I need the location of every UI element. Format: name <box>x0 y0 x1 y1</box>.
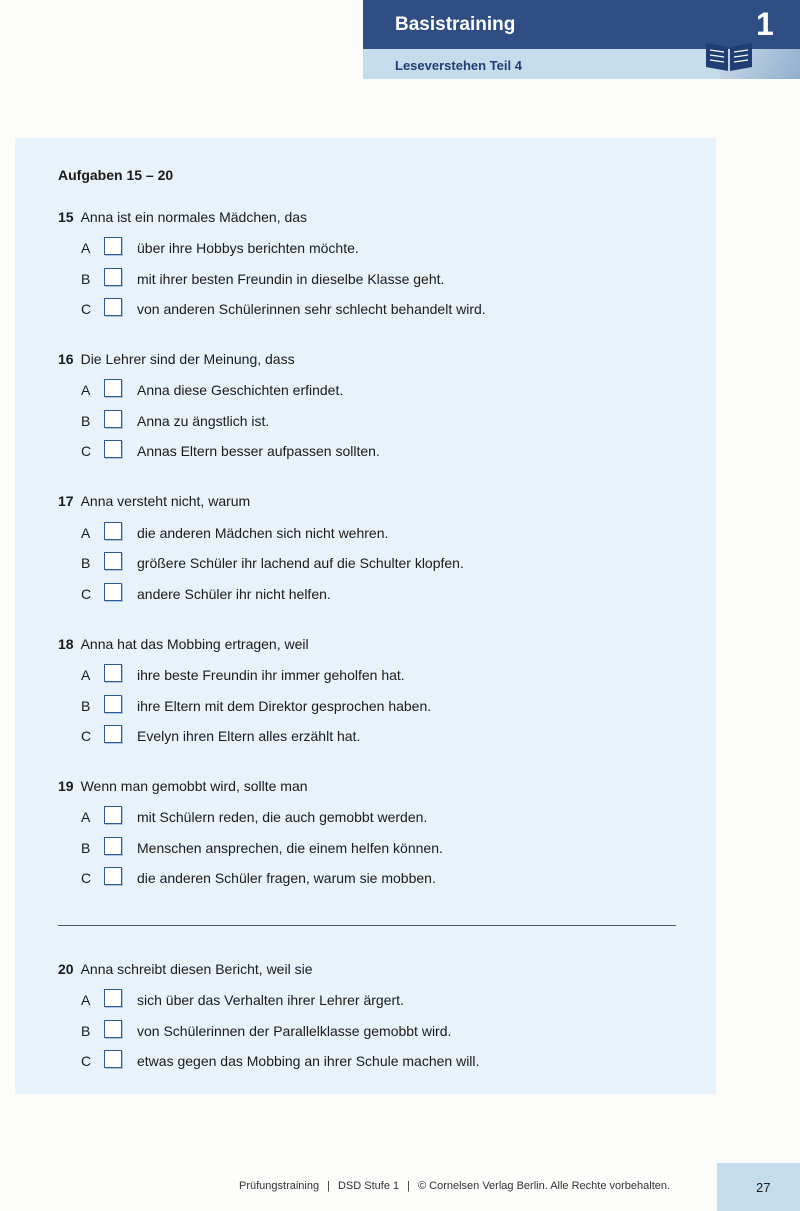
option-letter: C <box>81 301 92 317</box>
answer-checkbox[interactable] <box>104 268 122 286</box>
option-text: größere Schüler ihr lachend auf die Schulter klopfen. <box>137 555 464 571</box>
answer-checkbox[interactable] <box>104 552 122 570</box>
option-letter: C <box>81 443 92 459</box>
option-text: Anna zu ängstlich ist. <box>137 413 270 429</box>
footer-separator: | <box>407 1180 410 1192</box>
question-number: 19 <box>58 778 74 794</box>
question-19 <box>58 778 308 794</box>
option-letter: A <box>81 809 91 825</box>
question-number: 16 <box>58 351 74 367</box>
footer-separator: | <box>327 1180 330 1192</box>
answer-checkbox[interactable] <box>104 440 122 458</box>
answer-checkbox[interactable] <box>104 664 122 682</box>
answer-checkbox[interactable] <box>104 989 122 1007</box>
section-subtitle: Leseverstehen Teil 4 <box>395 58 522 73</box>
question-stem: Wenn man gemobbt wird, sollte man <box>80 778 308 794</box>
footer-series: Prüfungstraining <box>239 1180 320 1192</box>
option-text: Evelyn ihren Eltern alles erzählt hat. <box>137 728 361 744</box>
option-letter: A <box>81 992 91 1008</box>
answer-checkbox[interactable] <box>104 725 122 743</box>
option-text: über ihre Hobbys berichten möchte. <box>137 240 359 256</box>
question-stem: Anna versteht nicht, warum <box>80 493 251 509</box>
page-title: Basistraining <box>395 14 516 35</box>
option-letter: A <box>81 525 91 541</box>
option-text: von anderen Schülerinnen sehr schlecht behandelt wird. <box>137 301 486 317</box>
question-20 <box>58 961 312 977</box>
answer-checkbox[interactable] <box>104 237 122 255</box>
divider-line <box>58 925 676 926</box>
option-text: mit Schülern reden, die auch gemobbt werden. <box>137 809 428 825</box>
option-text: mit ihrer besten Freundin in dieselbe Klasse geht. <box>137 271 445 287</box>
answer-checkbox[interactable] <box>104 379 122 397</box>
option-text: Anna diese Geschichten erfindet. <box>137 382 344 398</box>
question-stem: Anna hat das Mobbing ertragen, weil <box>80 636 309 652</box>
answer-checkbox[interactable] <box>104 1020 122 1038</box>
chapter-number: 1 <box>756 6 774 42</box>
option-letter: B <box>81 271 91 287</box>
question-15 <box>58 209 307 225</box>
book-icon <box>702 35 756 75</box>
option-text: von Schülerinnen der Parallelklasse gemobbt wird. <box>137 1023 452 1039</box>
option-text: die anderen Mädchen sich nicht wehren. <box>137 525 389 541</box>
option-letter: B <box>81 555 91 571</box>
option-letter: A <box>81 667 91 683</box>
question-stem: Anna schreibt diesen Bericht, weil sie <box>80 961 313 977</box>
question-stem: Anna ist ein normales Mädchen, das <box>80 209 308 225</box>
option-letter: C <box>81 728 92 744</box>
answer-checkbox[interactable] <box>104 522 122 540</box>
question-number: 15 <box>58 209 74 225</box>
option-letter: B <box>81 840 91 856</box>
option-letter: C <box>81 870 92 886</box>
footer-credits <box>239 1180 670 1192</box>
option-letter: A <box>81 382 91 398</box>
option-text: die anderen Schüler fragen, warum sie mobben. <box>137 870 436 886</box>
footer-level: DSD Stufe 1 <box>337 1180 400 1192</box>
option-text: Annas Eltern besser aufpassen sollten. <box>137 443 380 459</box>
question-number: 18 <box>58 636 74 652</box>
answer-checkbox[interactable] <box>104 583 122 601</box>
page-number: 27 <box>756 1180 771 1195</box>
answer-checkbox[interactable] <box>104 837 122 855</box>
question-16 <box>58 351 295 367</box>
option-letter: C <box>81 1053 92 1069</box>
option-letter: A <box>81 240 91 256</box>
question-stem: Die Lehrer sind der Meinung, dass <box>80 351 295 367</box>
option-text: ihre Eltern mit dem Direktor gesprochen haben. <box>137 698 432 714</box>
option-text: etwas gegen das Mobbing an ihrer Schule machen will. <box>137 1053 480 1069</box>
option-letter: B <box>81 698 91 714</box>
section-heading: Aufgaben 15 – 20 <box>58 167 174 183</box>
answer-checkbox[interactable] <box>104 298 122 316</box>
option-text: andere Schüler ihr nicht helfen. <box>137 586 331 602</box>
question-18 <box>58 636 309 652</box>
option-text: Menschen ansprechen, die einem helfen können. <box>137 840 443 856</box>
answer-checkbox[interactable] <box>104 806 122 824</box>
option-letter: B <box>81 1023 91 1039</box>
option-letter: C <box>81 586 92 602</box>
option-letter: B <box>81 413 91 429</box>
answer-checkbox[interactable] <box>104 695 122 713</box>
question-number: 20 <box>58 961 74 977</box>
question-number: 17 <box>58 493 74 509</box>
answer-checkbox[interactable] <box>104 867 122 885</box>
answer-checkbox[interactable] <box>104 410 122 428</box>
option-text: sich über das Verhalten ihrer Lehrer ärgert. <box>137 992 404 1008</box>
question-17 <box>58 493 250 509</box>
footer-copyright: © Cornelsen Verlag Berlin. Alle Rechte vorbehalten. <box>417 1180 671 1192</box>
option-text: ihre beste Freundin ihr immer geholfen hat. <box>137 667 405 683</box>
answer-checkbox[interactable] <box>104 1050 122 1068</box>
